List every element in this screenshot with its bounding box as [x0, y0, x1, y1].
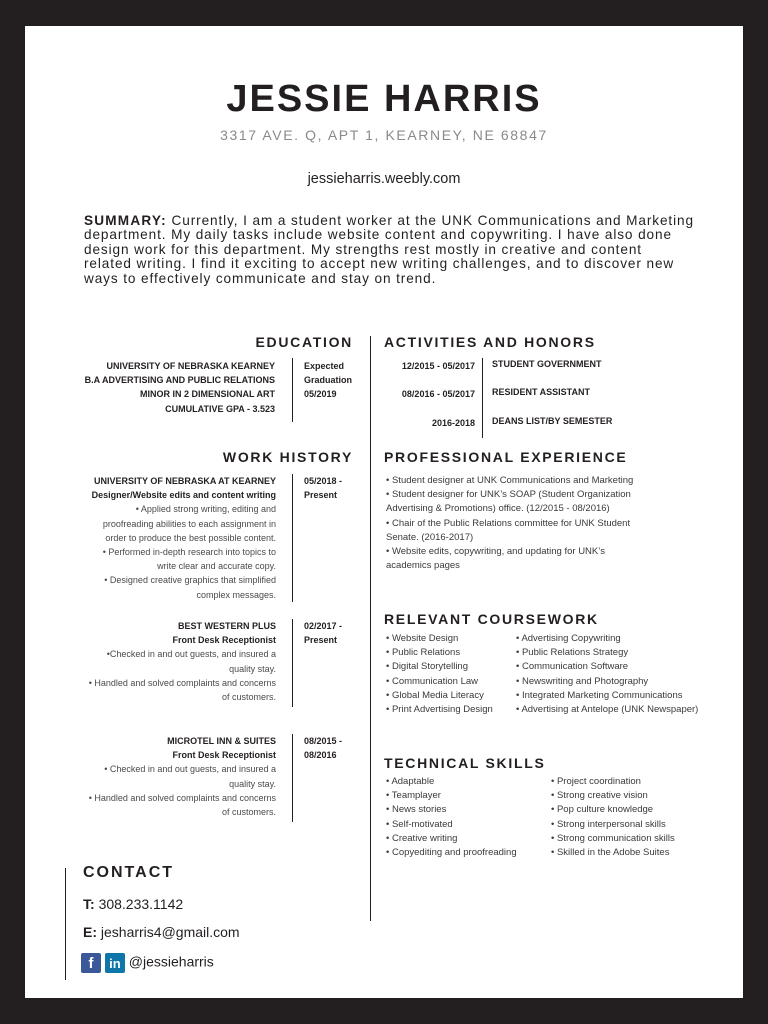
professional-item: • Student designer for UNK’s SOAP (Student Organization	[386, 489, 631, 501]
job-entry	[16, 619, 276, 704]
job-dates	[304, 619, 342, 647]
job-bullet: • Designed creative graphics that simplified	[104, 575, 276, 586]
activity-date: 2016-2018	[431, 418, 475, 428]
job-bullet: complex messages.	[196, 589, 276, 600]
job-entry	[16, 734, 276, 819]
activities-heading: ACTIVITIES AND HONORS	[384, 334, 596, 350]
job-role: Designer/Website edits and content writing	[91, 490, 276, 501]
resume-page	[25, 26, 743, 998]
contact-divider	[65, 868, 66, 980]
education-date	[304, 359, 352, 402]
social-line	[81, 953, 214, 973]
job-bullet: order to produce the best possible content.	[105, 532, 276, 543]
coursework-heading: RELEVANT COURSEWORK	[384, 611, 599, 627]
skill-item: • Copyediting and proofreading	[386, 847, 517, 859]
phone-label: T:	[83, 896, 95, 912]
center-divider	[370, 336, 371, 921]
job-role: Front Desk Receptionist	[172, 750, 276, 761]
activity-title: DEANS LIST/BY SEMESTER	[492, 416, 613, 426]
skill-item: • Teamplayer	[386, 790, 441, 802]
skill-item: • Project coordination	[551, 776, 641, 787]
website-link[interactable]: jessieharris.weebly.com	[307, 171, 461, 187]
education-date-line: Expected	[304, 361, 345, 371]
course-item: • Print Advertising Design	[386, 704, 493, 716]
job-bullet: of customers.	[221, 807, 276, 818]
job-employer: BEST WESTERN PLUS	[177, 621, 276, 631]
job-bullet: • Performed in-depth research into topics to	[102, 547, 276, 558]
coursework-list-2	[516, 632, 698, 717]
skills-list-1	[386, 775, 517, 860]
phone-line	[83, 896, 183, 912]
email-label: E:	[83, 924, 97, 940]
job-date-line: 08/2016	[304, 750, 337, 761]
professional-heading: PROFESSIONAL EXPERIENCE	[384, 449, 628, 465]
professional-item: • Chair of the Public Relations committee for UNK Student	[386, 517, 631, 529]
address: 3317 AVE. Q, APT 1, KEARNEY, NE 68847	[220, 127, 548, 143]
job-bullet: quality stay.	[229, 778, 276, 789]
skill-item: • News stories	[386, 804, 447, 816]
email-line	[83, 924, 240, 940]
course-item: • Digital Storytelling	[386, 661, 468, 673]
summary-text: Currently, I am a student worker at the UNK Communications and Marketing department. My daily tasks include website content and copywriting. I have also done design work for this department. My strengths rest mostly in creative and content related writing. I find it exciting to accept new writing challenges, and to discover new ways to effectively communicate and stay on trend.	[84, 213, 694, 286]
education-heading: EDUCATION	[255, 334, 353, 350]
summary-section	[84, 214, 694, 286]
skill-item: • Strong creative vision	[551, 790, 648, 802]
job-bullet: • Handled and solved complaints and concerns	[88, 792, 276, 803]
education-date-divider	[292, 358, 293, 422]
activity-title: STUDENT GOVERNMENT	[492, 359, 602, 369]
job-date-line: 02/2017 -	[304, 621, 343, 631]
course-item: • Communication Law	[386, 675, 479, 687]
professional-item: Senate. (2016-2017)	[386, 531, 474, 543]
skill-item: • Pop culture knowledge	[551, 804, 654, 816]
social-handle[interactable]: @jessieharris	[128, 953, 214, 970]
job-date-divider	[292, 474, 293, 602]
work-history-heading: WORK HISTORY	[222, 449, 353, 465]
professional-item: academics pages	[386, 560, 460, 572]
candidate-name: JESSIE HARRIS	[226, 78, 542, 120]
course-item: • Newswriting and Photography	[516, 675, 649, 687]
job-date-divider	[292, 619, 293, 707]
phone-number[interactable]: 308.233.1142	[98, 896, 184, 912]
skill-item: • Creative writing	[386, 832, 458, 844]
job-entry	[16, 474, 276, 602]
job-dates	[304, 734, 342, 762]
email-address[interactable]: jesharris4@gmail.com	[100, 924, 240, 940]
linkedin-icon[interactable]: in	[105, 953, 125, 973]
education-line: MINOR IN 2 DIMENSIONAL ART	[139, 389, 275, 400]
job-date-line: 05/2018 -	[304, 476, 343, 486]
activity-date: 12/2015 - 05/2017	[401, 361, 475, 371]
job-dates	[304, 474, 342, 502]
skill-item: • Strong communication skills	[551, 832, 675, 844]
professional-item: • Website edits, copywriting, and updating for UNK’s	[386, 546, 605, 558]
skill-item: • Strong interpersonal skills	[551, 818, 666, 830]
activity-date: 08/2016 - 05/2017	[401, 389, 475, 399]
job-bullet: •Checked in and out guests, and insured a	[106, 649, 276, 660]
activity-title: RESIDENT ASSISTANT	[492, 387, 591, 397]
skills-heading: TECHNICAL SKILLS	[384, 755, 546, 771]
professional-list	[386, 474, 633, 573]
job-date-line: Present	[304, 490, 338, 501]
course-item: • Integrated Marketing Communications	[516, 689, 683, 701]
job-date-divider	[292, 734, 293, 822]
job-bullet: • Applied strong writing, editing and	[135, 504, 276, 515]
skills-list-2	[551, 775, 675, 860]
job-employer: MICROTEL INN & SUITES	[167, 736, 276, 746]
education-line: CUMULATIVE GPA - 3.523	[165, 403, 275, 414]
education-details	[35, 359, 275, 416]
summary-label: SUMMARY:	[84, 213, 167, 228]
job-role: Front Desk Receptionist	[172, 635, 276, 646]
education-date-line: 05/2019	[304, 389, 337, 400]
course-item: • Website Design	[386, 633, 459, 644]
job-bullet: proofreading abilities to each assignment in	[102, 518, 276, 529]
education-date-line: Graduation	[304, 375, 353, 386]
job-date-line: Present	[304, 635, 338, 646]
skill-item: • Skilled in the Adobe Suites	[551, 847, 670, 859]
job-employer: UNIVERSITY OF NEBRASKA AT KEARNEY	[93, 476, 276, 486]
coursework-list-1	[386, 632, 493, 717]
course-item: • Advertising at Antelope (UNK Newspaper)	[516, 704, 699, 716]
job-bullet: quality stay.	[229, 663, 276, 674]
course-item: • Global Media Literacy	[386, 689, 484, 701]
skill-item: • Adaptable	[386, 776, 435, 787]
job-bullet: • Handled and solved complaints and concerns	[88, 677, 276, 688]
job-bullet: of customers.	[221, 692, 276, 703]
course-item: • Public Relations Strategy	[516, 647, 629, 659]
education-line: B.A ADVERTISING AND PUBLIC RELATIONS	[84, 375, 275, 386]
job-bullet: • Checked in and out guests, and insured a	[104, 764, 276, 775]
contact-heading: CONTACT	[83, 864, 175, 881]
skill-item: • Self-motivated	[386, 818, 453, 830]
activities-divider	[482, 358, 483, 438]
job-date-line: 08/2015 -	[304, 736, 343, 746]
course-item: • Communication Software	[516, 661, 629, 673]
facebook-icon[interactable]: f	[81, 953, 101, 973]
job-bullet: write clear and accurate copy.	[157, 561, 276, 572]
education-line: UNIVERSITY OF NEBRASKA KEARNEY	[106, 361, 275, 371]
course-item: • Public Relations	[386, 647, 461, 659]
professional-item: Advertising & Promotions) office. (12/2015 - 08/2016)	[386, 503, 610, 515]
course-item: • Advertising Copywriting	[516, 633, 621, 644]
professional-item: • Student designer at UNK Communications and Marketing	[386, 475, 634, 486]
